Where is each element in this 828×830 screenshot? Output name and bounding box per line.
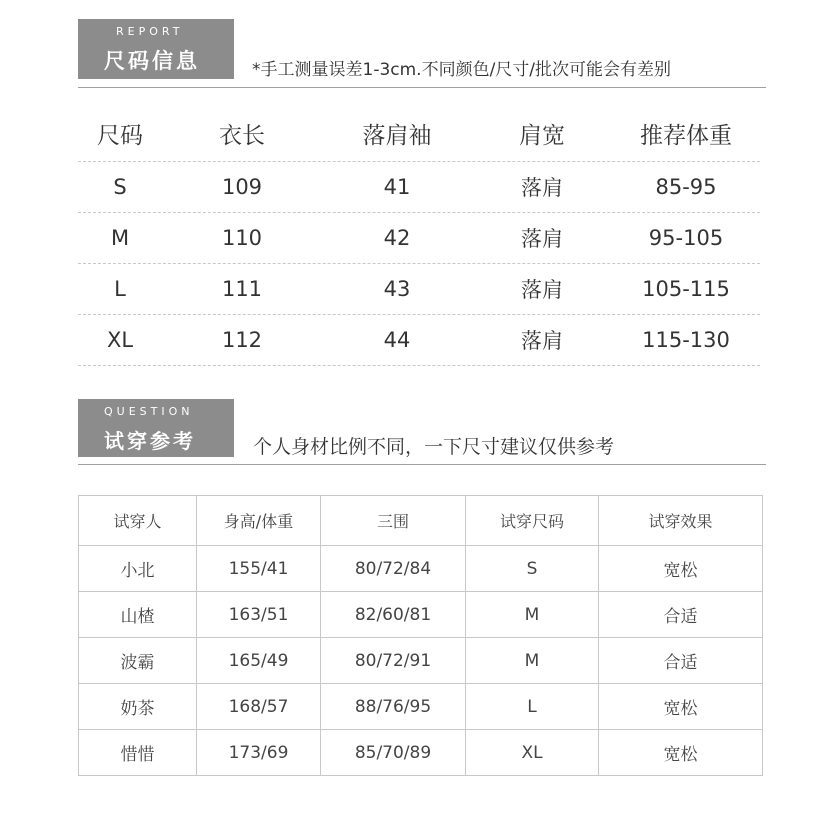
try-table-row <box>79 546 763 592</box>
size-table-row <box>78 213 760 264</box>
size-header-cell: 尺码 <box>97 122 143 149</box>
size-cell: 110 <box>221 226 263 250</box>
try-cell: 88/76/95 <box>321 684 466 730</box>
size-cell: 105-115 <box>642 277 730 301</box>
report-badge-en: REPORT <box>116 25 184 38</box>
try-cell: 168/57 <box>197 684 321 730</box>
try-header-cell: 试穿尺码 <box>466 496 599 546</box>
size-cell: 112 <box>221 328 263 352</box>
try-cell: M <box>466 592 599 638</box>
size-cell: 落肩 <box>521 227 563 251</box>
size-header-cell: 推荐体重 <box>640 122 732 149</box>
try-cell: 合适 <box>599 638 763 684</box>
size-table <box>78 105 760 366</box>
size-cell: 85-95 <box>655 175 717 199</box>
question-divider <box>78 464 766 465</box>
try-cell: 173/69 <box>197 730 321 776</box>
try-cell: 82/60/81 <box>321 592 466 638</box>
report-badge <box>78 19 234 79</box>
try-cell: 宽松 <box>599 730 763 776</box>
try-table-header <box>79 496 763 546</box>
try-cell: 80/72/91 <box>321 638 466 684</box>
size-cell: 95-105 <box>648 226 724 250</box>
size-note: *手工测量误差1-3cm.不同颜色/尺寸/批次可能会有差别 <box>252 60 672 80</box>
try-cell: 惜惜 <box>79 730 197 776</box>
try-cell: 奶茶 <box>79 684 197 730</box>
size-cell: 115-130 <box>642 328 730 352</box>
size-cell: XL <box>106 328 134 352</box>
try-cell: 小北 <box>79 546 197 592</box>
size-header-cell: 衣长 <box>219 122 265 149</box>
size-table-row <box>78 162 760 213</box>
size-header-cell: 肩宽 <box>519 122 565 149</box>
try-table-row <box>79 592 763 638</box>
try-cell: 155/41 <box>197 546 321 592</box>
try-header-cell: 身高/体重 <box>197 496 321 546</box>
try-note: 个人身材比例不同，一下尺寸建议仅供参考 <box>253 436 615 458</box>
try-cell: 85/70/89 <box>321 730 466 776</box>
question-badge-title: 试穿参考 <box>104 429 196 453</box>
try-header-cell: 三围 <box>321 496 466 546</box>
size-cell: M <box>110 226 130 250</box>
size-cell: S <box>113 175 127 199</box>
try-cell: 宽松 <box>599 684 763 730</box>
try-header-cell: 试穿人 <box>79 496 197 546</box>
report-divider <box>78 87 766 88</box>
try-on-table <box>78 495 763 776</box>
try-cell: 163/51 <box>197 592 321 638</box>
try-cell: L <box>466 684 599 730</box>
try-table-row <box>79 638 763 684</box>
size-header-cell: 落肩袖 <box>362 122 432 149</box>
try-cell: 宽松 <box>599 546 763 592</box>
size-cell: 44 <box>383 328 411 352</box>
size-table-row <box>78 264 760 315</box>
try-cell: XL <box>466 730 599 776</box>
try-table-row <box>79 684 763 730</box>
size-cell: 41 <box>383 175 411 199</box>
try-table-row <box>79 730 763 776</box>
question-badge-en: QUESTION <box>104 405 194 418</box>
size-table-header <box>78 105 760 162</box>
size-cell: L <box>114 277 126 301</box>
size-cell: 落肩 <box>521 278 563 302</box>
try-cell: 山楂 <box>79 592 197 638</box>
question-badge <box>78 399 234 457</box>
try-cell: 合适 <box>599 592 763 638</box>
try-cell: 波霸 <box>79 638 197 684</box>
size-cell: 43 <box>383 277 411 301</box>
try-cell: 80/72/84 <box>321 546 466 592</box>
size-cell: 109 <box>221 175 263 199</box>
try-header-cell: 试穿效果 <box>599 496 763 546</box>
try-cell: 165/49 <box>197 638 321 684</box>
report-badge-title: 尺码信息 <box>104 49 200 73</box>
size-cell: 111 <box>221 277 263 301</box>
size-cell: 落肩 <box>521 329 563 353</box>
size-cell: 42 <box>383 226 411 250</box>
try-cell: S <box>466 546 599 592</box>
try-cell: M <box>466 638 599 684</box>
size-cell: 落肩 <box>521 176 563 200</box>
size-table-row <box>78 315 760 366</box>
